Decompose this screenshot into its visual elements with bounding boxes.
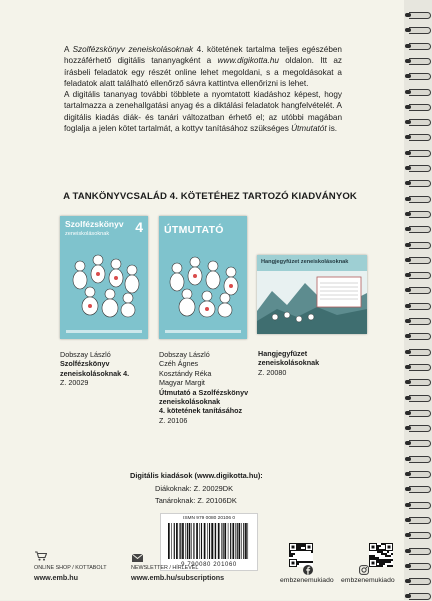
caption-title-line: zeneiskolásoknak bbox=[258, 358, 320, 368]
cover-footer-line bbox=[66, 330, 142, 333]
digital-editions bbox=[100, 470, 320, 508]
facebook-handle[interactable]: embzenemukiado bbox=[280, 577, 334, 584]
spiral-coil bbox=[404, 469, 432, 479]
spiral-coil bbox=[404, 423, 432, 433]
spiral-coil bbox=[404, 102, 432, 112]
caption-title-line: Szolfézskönyv bbox=[60, 359, 110, 369]
intro-paragraph-2: A digitális tananyag további többlete a nyomtatott kiadáshoz képest, hogy tartalmazza a zenehallgatási anyag és a diktálási feladatok hangfelvételét. A digitális kiadás diák- és tanári változatban érhető el; az utóbbi magában foglalja a jelen kötet tartalmát, a kottyv tanításához szükséges Útmutatót is. bbox=[64, 90, 342, 134]
shop-link[interactable]: www.emb.hu bbox=[34, 573, 79, 582]
spiral-coil bbox=[404, 377, 432, 387]
footer-shop bbox=[34, 565, 107, 581]
spiral-coil bbox=[404, 301, 432, 311]
caption-title-line: zeneiskolásoknak 4. bbox=[60, 368, 130, 378]
shop-label: ONLINE SHOP / KOTTABOLT bbox=[34, 565, 107, 571]
spiral-coil bbox=[404, 255, 432, 265]
caption-title-line: zeneiskolásoknak bbox=[159, 397, 221, 407]
spiral-coil bbox=[404, 194, 432, 204]
spiral-coil bbox=[404, 347, 432, 357]
cover-volume-number: 4 bbox=[135, 219, 143, 235]
spiral-coil bbox=[404, 10, 432, 20]
spiral-coil bbox=[404, 576, 432, 586]
caption-title-line: 4. kötetének tanításához bbox=[159, 406, 243, 416]
spiral-coil bbox=[404, 87, 432, 97]
spiral-coil bbox=[404, 285, 432, 295]
caption-book-1 bbox=[60, 350, 129, 388]
spiral-coil bbox=[404, 561, 432, 571]
intro-text bbox=[64, 44, 342, 134]
qr-code-icon bbox=[369, 543, 393, 567]
ismn-label: ISMN 979 0080 20106 0 bbox=[182, 516, 235, 521]
spiral-coil bbox=[404, 148, 432, 158]
spiral-coil bbox=[404, 117, 432, 127]
spiral-coil bbox=[404, 41, 432, 51]
barcode-digits: 9 790080 201060 bbox=[181, 562, 237, 568]
spiral-coil bbox=[404, 316, 432, 326]
spiral-coil bbox=[404, 224, 432, 234]
spiral-coil bbox=[404, 25, 432, 35]
cover-title: Hangjegyfüzet zeneiskolásoknak bbox=[261, 259, 349, 265]
spiral-coil bbox=[404, 71, 432, 81]
spiral-coil bbox=[404, 484, 432, 494]
spiral-coil bbox=[404, 163, 432, 173]
cover-footer-line bbox=[165, 330, 241, 333]
caption-book-2 bbox=[159, 350, 248, 425]
book-cover-szolfezskonyv bbox=[60, 216, 148, 339]
spiral-coil bbox=[404, 362, 432, 372]
spiral-coil bbox=[404, 515, 432, 525]
caption-book-3 bbox=[258, 349, 319, 377]
caption-catalog-number: Z. 20106 bbox=[159, 415, 188, 425]
cover-title: ÚTMUTATÓ bbox=[164, 224, 224, 236]
spiral-coil bbox=[404, 408, 432, 418]
intro-paragraph-1: A Szolfézskönyv zeneiskolásoknak 4. kötetének tartalma teljes egészében hozzáférhető digitális tananyagként a www.digikotta.hu oldalon. Itt az írásbeli feladatok egy részét online lehet megoldani, s a megoldásokat a feladatok alatt található ellenőrző sávra kattintva ellenőrizni is lehet. bbox=[64, 45, 342, 88]
spiral-coil bbox=[404, 178, 432, 188]
cover-illustration bbox=[167, 246, 243, 318]
spiral-coil bbox=[404, 530, 432, 540]
spiral-coil bbox=[404, 454, 432, 464]
caption-catalog-number: Z. 20080 bbox=[258, 367, 287, 377]
spiral-coil bbox=[404, 240, 432, 250]
caption-author: Dobszay László bbox=[60, 350, 111, 359]
cover-subtitle: zeneiskolásoknak bbox=[65, 231, 110, 237]
cover-illustration bbox=[257, 271, 367, 334]
spiral-coil bbox=[404, 331, 432, 341]
barcode-icon bbox=[166, 523, 252, 559]
barcode-box bbox=[160, 513, 258, 571]
digital-students: Diákoknak: Z. 20029DK bbox=[155, 483, 234, 493]
spiral-coil bbox=[404, 270, 432, 280]
digital-heading: Digitális kiadások (www.digikotta.hu): bbox=[130, 471, 263, 480]
spiral-coil bbox=[404, 209, 432, 219]
cover-author-line bbox=[164, 219, 165, 223]
caption-author: Kosztándy Réka bbox=[159, 368, 212, 378]
newsletter-link[interactable]: www.emb.hu/subscriptions bbox=[131, 573, 225, 582]
cover-title: Szolfézskönyv bbox=[65, 219, 124, 229]
book-cover-utmutato bbox=[159, 216, 247, 339]
spiral-coil bbox=[404, 546, 432, 556]
caption-author: Dobszay László bbox=[159, 350, 210, 359]
caption-author: Czéh Ágnes bbox=[159, 359, 199, 369]
digital-teachers: Tanároknak: Z. 20106DK bbox=[155, 496, 237, 505]
spiral-binding bbox=[404, 0, 432, 600]
instagram-handle[interactable]: embzenemukiado bbox=[341, 577, 395, 584]
caption-catalog-number: Z. 20029 bbox=[60, 378, 89, 388]
spiral-coil bbox=[404, 132, 432, 142]
spiral-coil bbox=[404, 438, 432, 448]
spiral-coil bbox=[404, 393, 432, 403]
cart-icon bbox=[35, 548, 47, 566]
caption-title-line: Útmutató a Szolfézskönyv bbox=[159, 387, 249, 397]
spiral-coil bbox=[404, 56, 432, 66]
cover-illustration bbox=[68, 246, 144, 318]
footer-newsletter bbox=[131, 565, 224, 581]
caption-title-line: Hangjegyfüzet bbox=[258, 349, 308, 358]
book-cover-hangjegyfuzet bbox=[257, 255, 367, 334]
section-title: A TANKÖNYVCSALÁD 4. KÖTETÉHEZ TARTOZÓ KIADVÁNYOK bbox=[63, 191, 357, 202]
caption-author: Magyar Margit bbox=[159, 378, 205, 388]
spiral-coil bbox=[404, 500, 432, 510]
newsletter-label: NEWSLETTER / HÍRLEVÉL bbox=[131, 565, 199, 571]
